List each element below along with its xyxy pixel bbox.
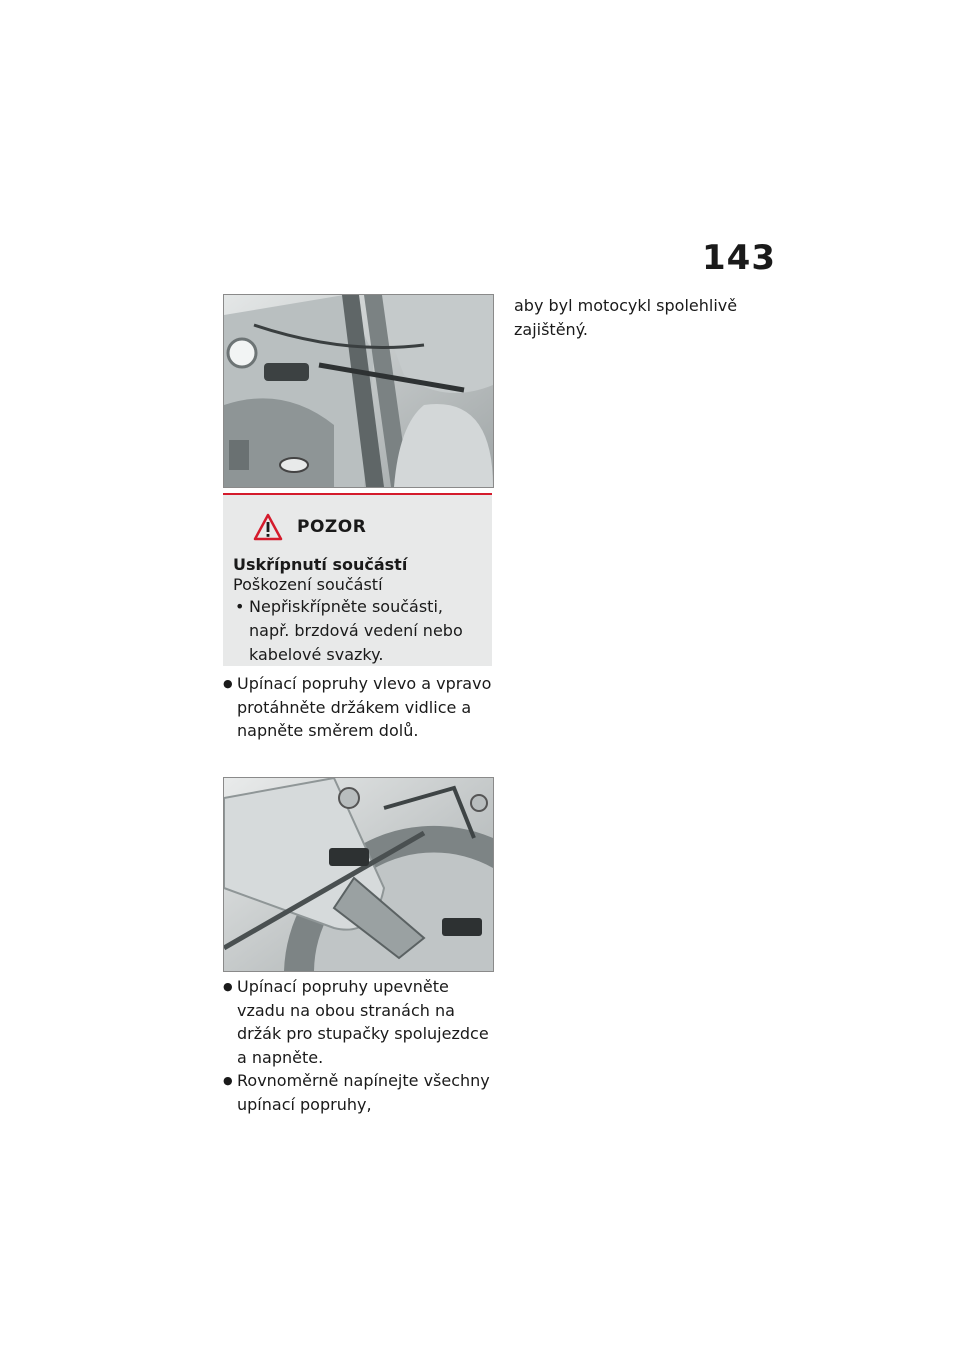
warning-header [253, 513, 482, 541]
warning-subject: Uskřípnutí součástí [233, 555, 408, 574]
continuation-text: aby byl motocykl spolehlivě zajištěný. [514, 296, 738, 339]
warning-title: POZOR [297, 517, 367, 537]
instruction-list-first [223, 672, 498, 743]
warning-effect: Poškození součástí [233, 575, 383, 594]
warning-instruction: • Nepřiskřípněte součásti, např. brzdová vedení nebo kabelové svazky. [233, 595, 482, 667]
instruction-list-second [223, 975, 498, 1116]
rear-footrest-strap-illustration [223, 777, 494, 972]
warning-box [223, 493, 492, 666]
front-fork-strap-illustration [223, 294, 494, 488]
instruction-step: ● Upínací popruhy upevněte vzadu na obou stranách na držák pro stupačky spolujezdce a napněte. [223, 975, 498, 1069]
warning-triangle-icon [253, 513, 283, 541]
instruction-step: ● Upínací popruhy vlevo a vpravo protáhněte držákem vidlice a napněte směrem dolů. [223, 672, 498, 743]
instruction-step: ● Rovnoměrně napínejte všechny upínací popruhy, [223, 1069, 498, 1116]
page-number: 143 [702, 238, 776, 278]
